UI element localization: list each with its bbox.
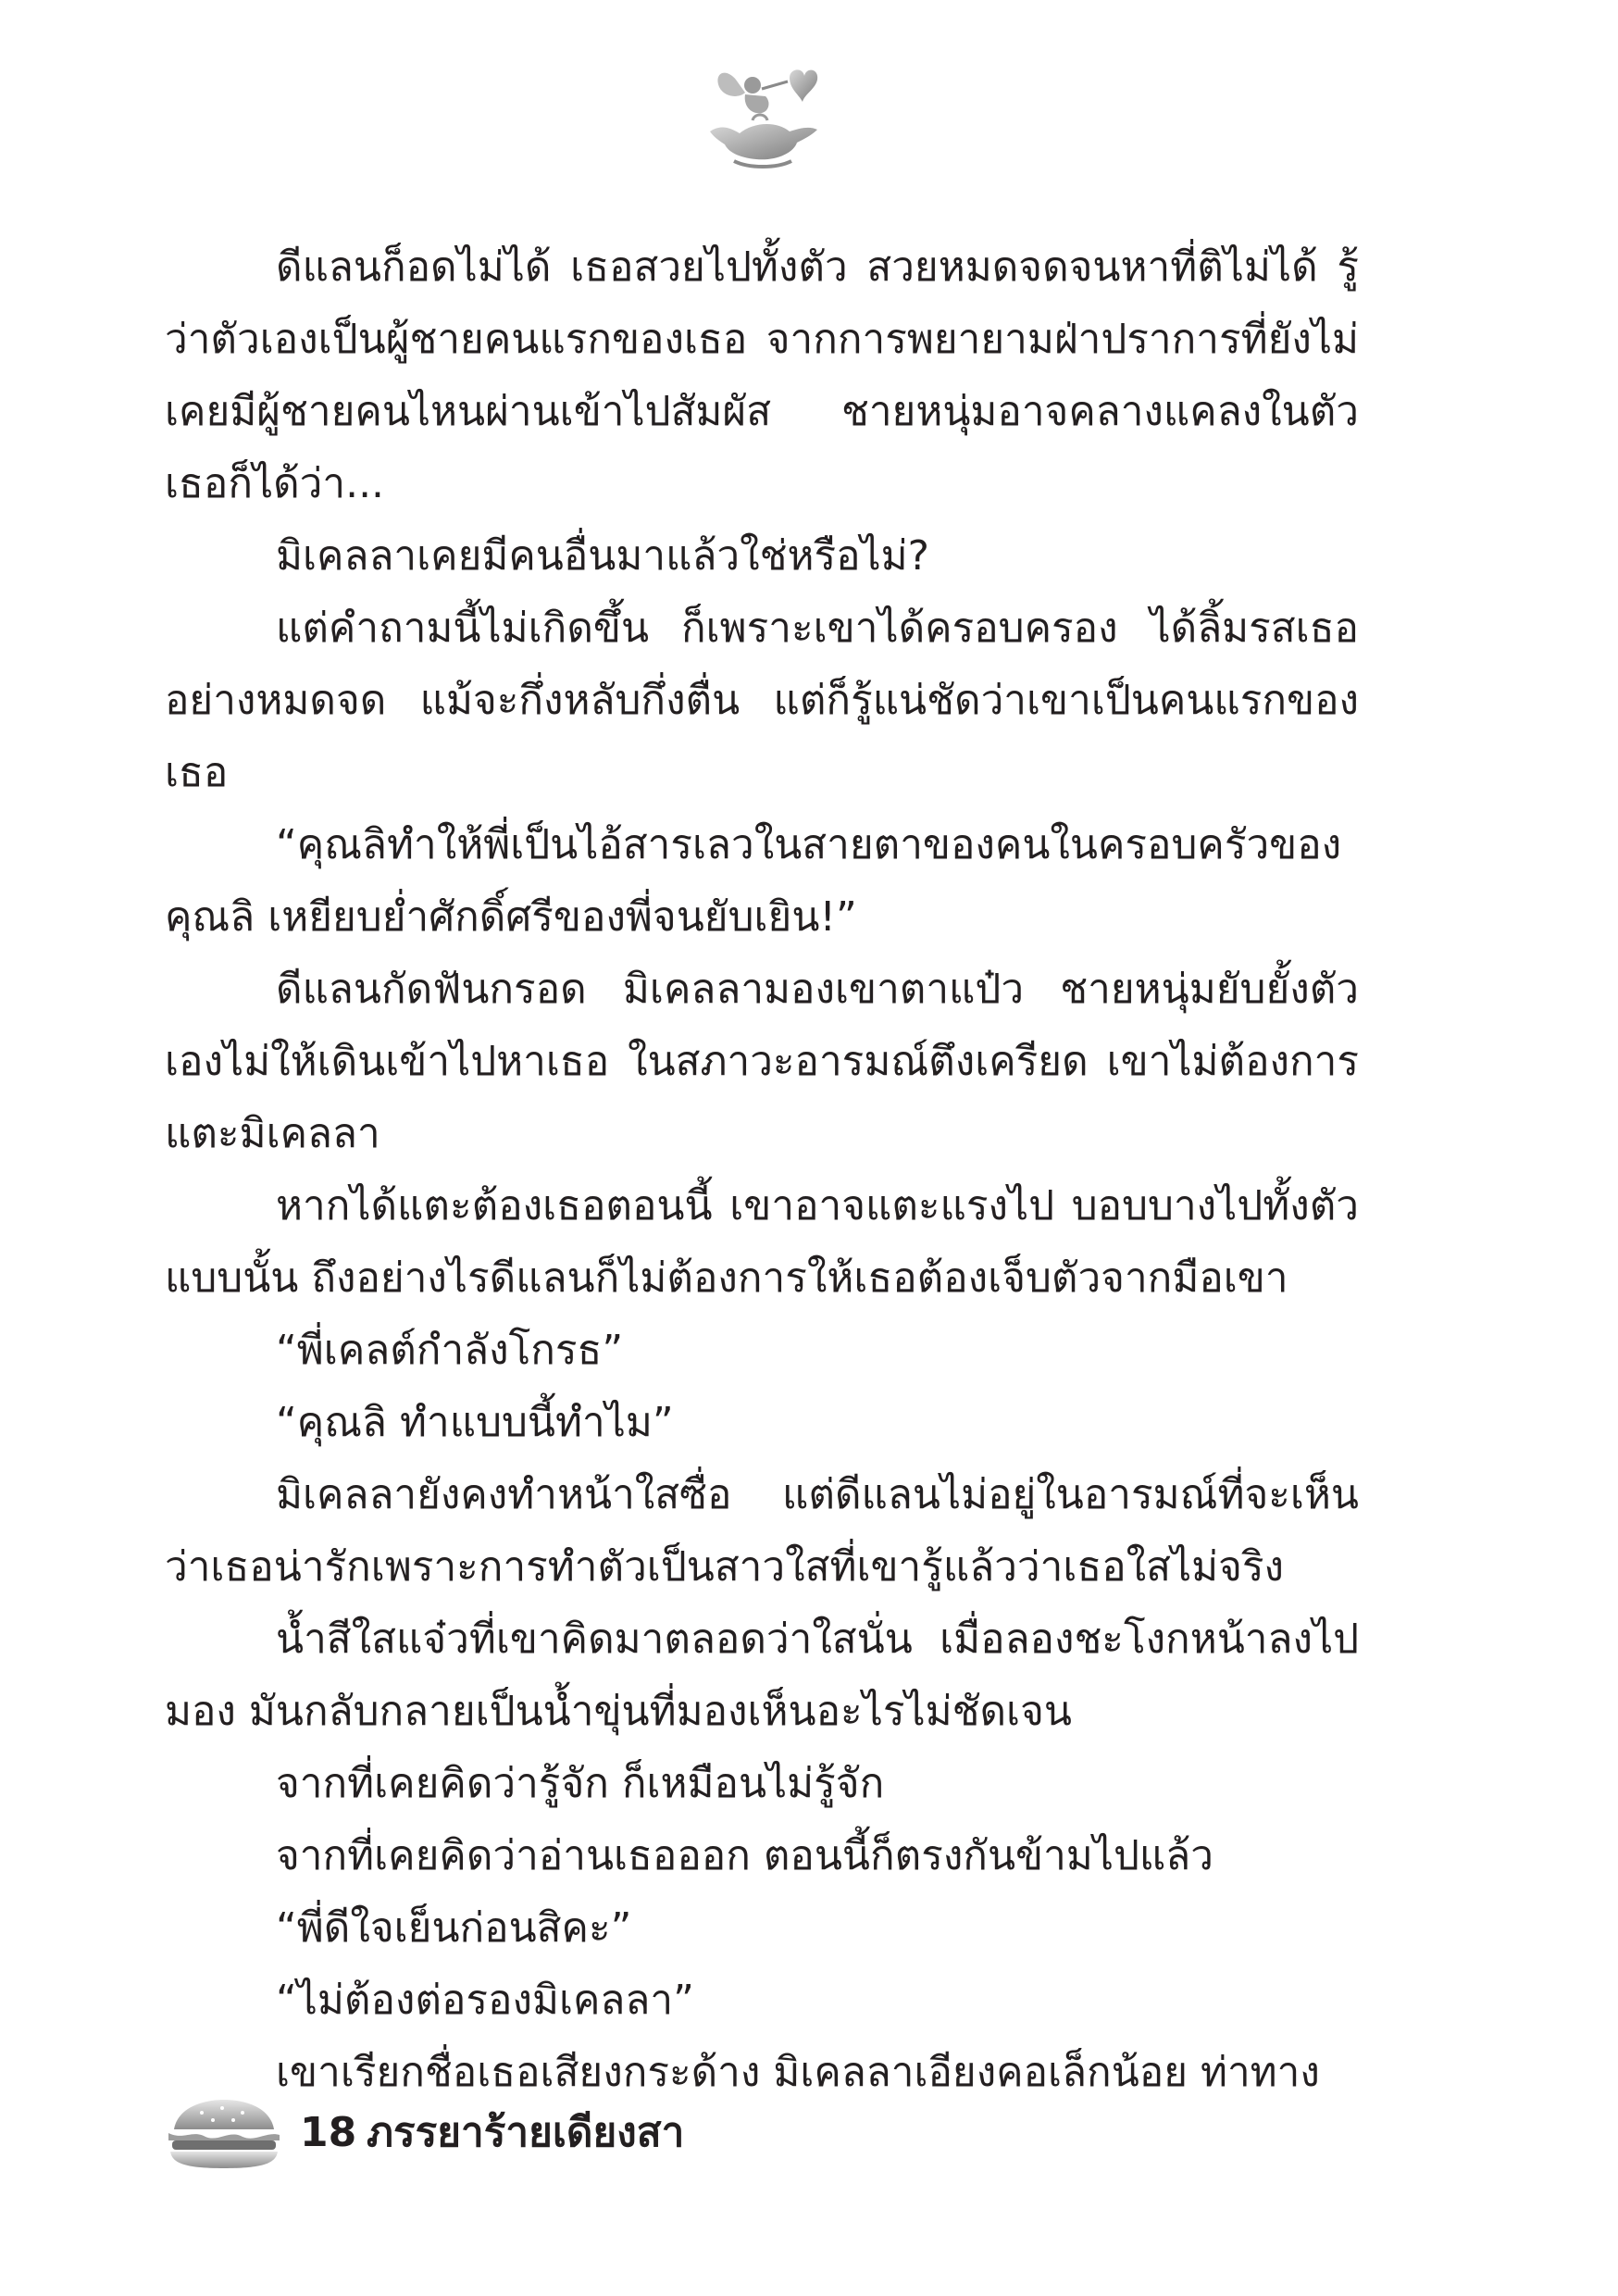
paragraph: เขาเรียกชื่อเธอเสียงกระด้าง มิเคลลาเอียงคอเล็กน้อย ท่าทาง [276,2049,1320,2096]
page-footer [165,2092,1090,2176]
paragraph: มิเคลลาเคยมีคนอื่นมาแล้วใช่หรือไม่? [276,532,930,580]
paragraph: “ไม่ต้องต่อรองมิเคลลา” [276,1977,694,2024]
paragraph: จากที่เคยคิดว่าอ่านเธอออก ตอนนี้ก็ตรงกันข้ามไปแล้ว [276,1832,1214,1879]
paragraph: น้ำสีใสแจ๋วที่เขาคิดมาตลอดว่าใสนั่น เมื่อลองชะโงกหน้าลงไปมอง มันกลับกลายเป็นน้ำขุ่นที่มองเห็นอะไรไม่ชัดเจน [165,1616,1359,1735]
paragraph: มิเคลลายังคงทำหน้าใสซื่อ แต่ดีแลนไม่อยู่ในอารมณ์ที่จะเห็นว่าเธอน่ารักเพราะการทำตัวเป็นสาวใสที่เขารู้แล้วว่าเธอใสไม่จริง [165,1471,1359,1591]
paragraph: จากที่เคยคิดว่ารู้จัก ก็เหมือนไม่รู้จัก [276,1760,885,1807]
paragraph: “คุณลิ ทำแบบนี้ทำไม” [276,1399,674,1446]
book-title: ภรรยาร้ายเดียงสา [367,2109,685,2156]
paragraph: ดีแลนกัดฟันกรอด มิเคลลามองเขาตาแป๋ว ชายหนุ่มยับยั้งตัวเองไม่ให้เดินเข้าไปหาเธอ ในสภาวะอารมณ์ตึงเครียด เขาไม่ต้องการแตะมิเคลลา [165,966,1359,1157]
paragraph: แต่คำถามนี้ไม่เกิดขึ้น ก็เพราะเขาได้ครอบครอง ได้ลิ้มรสเธออย่างหมดจด แม้จะกึ่งหลับกึ่งตื่น แต่ก็รู้แน่ชัดว่าเขาเป็นคนแรกของเธอ [165,605,1359,796]
body-text [165,231,1359,2109]
page-number: 18 [300,2109,357,2156]
burger-icon [165,2098,283,2170]
cupid-teapot-ornament-icon [697,61,821,170]
paragraph: หากได้แตะต้องเธอตอนนี้ เขาอาจแตะแรงไป บอบบางไปทั้งตัวแบบนั้น ถึงอย่างไรดีแลนก็ไม่ต้องการให้เธอต้องเจ็บตัวจากมือเขา [165,1182,1359,1302]
paragraph: “พี่ดีใจเย็นก่อนสิคะ” [276,1904,632,1952]
paragraph: “คุณลิทำให้พี่เป็นไอ้สารเลวในสายตาของคนในครอบครัวของคุณลิ เหยียบย่ำศักดิ์ศรีของพี่จนยับเยิน!” [165,821,1342,941]
paragraph: ดีแลนก็อดไม่ได้ เธอสวยไปทั้งตัว สวยหมดจดจนหาที่ติไม่ได้ รู้ว่าตัวเองเป็นผู้ชายคนแรกของเธอ จากการพยายามฝ่าปราการที่ยังไม่เคยมีผู้ชายคนไหนผ่านเข้าไปสัมผัส ชายหนุ่มอาจคลางแคลงในตัวเธอก็ได้ว่า... [165,243,1359,507]
paragraph: “พี่เคลต์กำลังโกรธ” [276,1327,624,1374]
